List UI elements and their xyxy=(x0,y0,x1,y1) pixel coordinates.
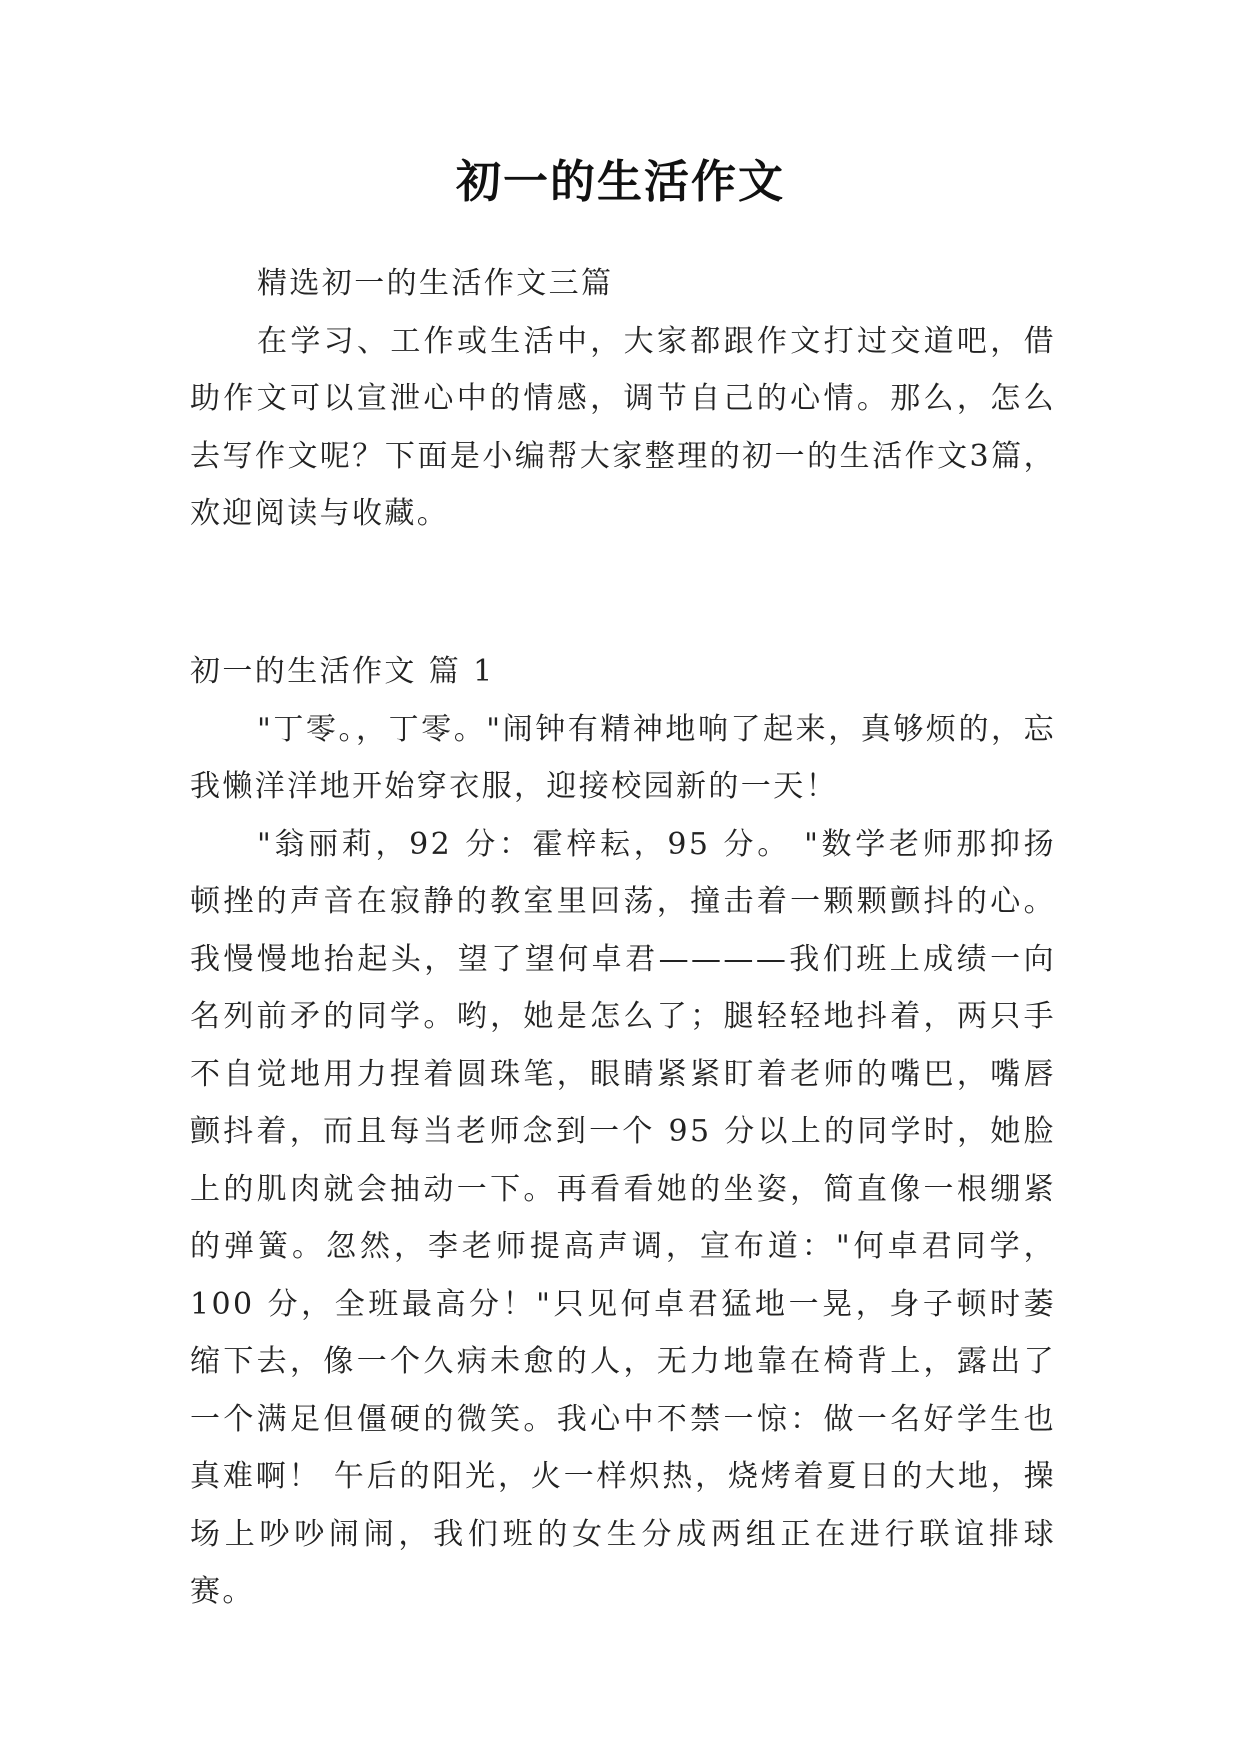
intro-block xyxy=(190,255,1056,543)
section-paragraph: "翁丽莉，92 分：霍梓耘，95 分。 "数学老师那抑扬顿挫的声音在寂静的教室里回荡，撞击着一颗颗颤抖的心。我慢慢地抬起头，望了望何卓君————我们班上成绩一向名列前矛的同学。哟，她是怎么了；腿轻轻地抖着，两只手不自觉地用力捏着圆珠笔，眼睛紧紧盯着老师的嘴巴，嘴唇颤抖着，而且每当老师念到一个 95 分以上的同学时，她脸上的肌肉就会抽动一下。再看看她的坐姿，简直像一根绷紧的弹簧。忽然，李老师提高声调，宣布道："何卓君同学，100 分，全班最高分！"只见何卓君猛地一晃，身子顿时萎缩下去，像一个久病未愈的人，无力地靠在椅背上，露出了一个满足但僵硬的微笑。我心中不禁一惊：做一名好学生也真难啊！ 午后的阳光，火一样炽热，烧烤着夏日的大地，操场上吵吵闹闹，我们班的女生分成两组正在进行联谊排球赛。 xyxy=(190,826,1056,1609)
section-paragraph: "丁零。，丁零。"闹钟有精神地响了起来，真够烦的，忘我懒洋洋地开始穿衣服，迎接校园新的一天！ xyxy=(190,711,1056,804)
section-heading: 初一的生活作文 篇 1 xyxy=(190,654,495,689)
intro-paragraph: 在学习、工作或生活中，大家都跟作文打过交道吧，借助作文可以宣泄心中的情感，调节自己的心情。那么，怎么去写作文呢？下面是小编帮大家整理的初一的生活作文3篇，欢迎阅读与收藏。 xyxy=(190,323,1056,531)
document-title: 初一的生活作文 xyxy=(455,155,785,208)
subtitle-paragraph: 精选初一的生活作文三篇 xyxy=(257,266,614,301)
section-1 xyxy=(190,643,1056,1621)
